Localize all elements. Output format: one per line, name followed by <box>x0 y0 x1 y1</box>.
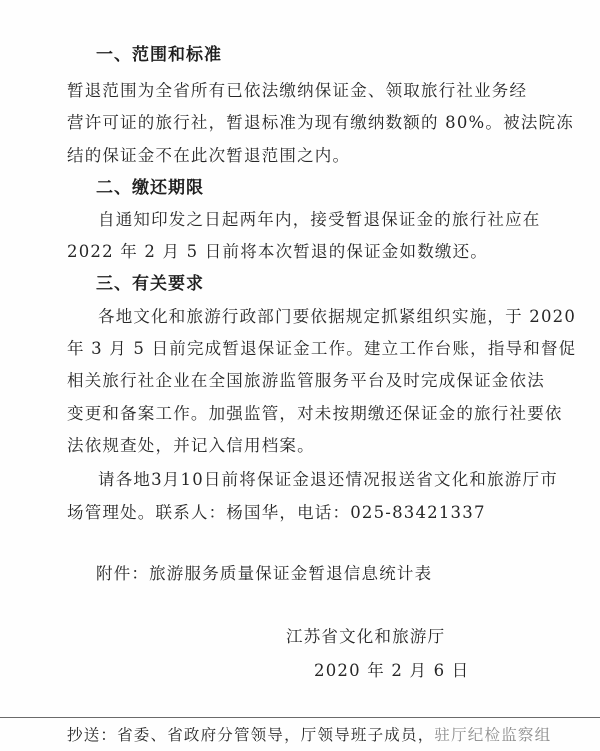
section-3-line-5: 法依规查处，并记入信用档案。 <box>67 436 315 455</box>
section-1-line-2: 营许可证的旅行社，暂退标准为现有缴纳数额的 80%。被法院冻 <box>67 113 574 132</box>
section-2-line-1: 自通知印发之日起两年内，接受暂退保证金的旅行社应在 <box>98 210 541 229</box>
section-3-line-1: 各地文化和旅游行政部门要依据规定抓紧组织实施，于 2020 <box>98 307 577 326</box>
cc-divider <box>0 717 600 718</box>
section-1-line-1: 暂退范围为全省所有已依法缴纳保证金、领取旅行社业务经 <box>67 81 528 100</box>
cc-recipients-faded: 驻厅纪检监察组 <box>434 726 552 744</box>
section-3-line-2: 年 3 月 5 日前完成暂退保证金工作。建立工作台账，指导和督促 <box>67 339 577 358</box>
cc-recipients: 抄送：省委、省政府分管领导，厅领导班子成员， <box>67 726 435 744</box>
section-3-heading: 三、有关要求 <box>96 274 204 294</box>
closing-line-1: 请各地3月10日前将保证金退还情况报送省文化和旅游厅市 <box>98 470 558 489</box>
section-3-line-4: 变更和备案工作。加强监管，对未按期缴还保证金的旅行社要依 <box>67 404 563 423</box>
section-2-heading: 二、缴还期限 <box>96 178 204 198</box>
section-1-heading: 一、范围和标准 <box>96 45 222 65</box>
attachment-note: 附件：旅游服务质量保证金暂退信息统计表 <box>96 564 433 583</box>
signature-date: 2020 年 2 月 6 日 <box>314 661 470 680</box>
section-2-line-2: 2022 年 2 月 5 日前将本次暂退的保证金如数缴还。 <box>67 242 489 261</box>
closing-line-2: 场管理处。联系人：杨国华，电话：025-83421337 <box>67 503 486 522</box>
section-1-line-3: 结的保证金不在此次暂退范围之内。 <box>67 146 351 165</box>
section-3-line-3: 相关旅行社企业在全国旅游监管服务平台及时完成保证金依法 <box>67 371 545 390</box>
signature-organization: 江苏省文化和旅游厅 <box>286 627 446 646</box>
cc-line <box>67 724 551 746</box>
